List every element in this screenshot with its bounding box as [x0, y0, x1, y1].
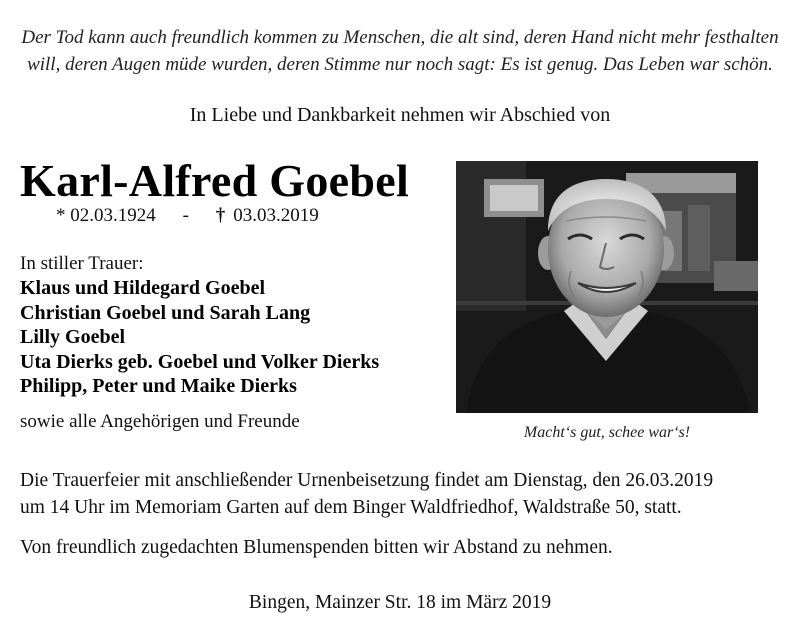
deceased-name: Karl-Alfred Goebel [20, 155, 410, 206]
photo-caption: Macht‘s gut, schee war‘s! [523, 424, 691, 441]
mourners-heading: In stiller Trauer: [20, 253, 144, 274]
place-date-footer: Bingen, Mainzer Str. 18 im März 2019 [248, 592, 552, 613]
list-item: Christian Goebel und Sarah Lang [20, 301, 311, 324]
quote-line: will, deren Augen müde wurden, deren Stimme nur noch sagt: Es ist genug. Das Leben war schön. [27, 54, 773, 75]
mourners-footer: sowie alle Angehörigen und Freunde [20, 411, 300, 432]
date-separator: - [182, 205, 189, 226]
list-item: Uta Dierks geb. Goebel und Volker Dierks [20, 350, 380, 373]
ceremony-line: Die Trauerfeier mit anschließender Urnenbeisetzung findet am Dienstag, den 26.03.2019 [20, 470, 714, 491]
death-date-group [216, 205, 319, 227]
list-item: Klaus und Hildegard Goebel [20, 277, 266, 299]
list-item: Lilly Goebel [20, 326, 125, 348]
ceremony-info [20, 467, 790, 521]
birth-date: * 02.03.1924 [56, 205, 156, 226]
portrait-photo [456, 161, 758, 413]
quote-block [14, 24, 786, 78]
life-dates [56, 205, 319, 227]
cross-icon: † [215, 205, 226, 226]
ceremony-line: um 14 Uhr im Memoriam Garten auf dem Binger Waldfriedhof, Waldstraße 50, statt. [20, 497, 682, 518]
portrait-image [456, 161, 758, 413]
death-date: 03.03.2019 [233, 205, 319, 226]
intro-text: In Liebe und Dankbarkeit nehmen wir Abschied von [189, 104, 611, 126]
flowers-note: Von freundlich zugedachten Blumenspenden bitten wir Abstand zu nehmen. [20, 537, 613, 558]
quote-line: Der Tod kann auch freundlich kommen zu Menschen, die alt sind, deren Hand nicht mehr festhalten [21, 27, 779, 48]
list-item: Philipp, Peter und Maike Dierks [20, 375, 297, 397]
mourners-list [20, 276, 379, 399]
